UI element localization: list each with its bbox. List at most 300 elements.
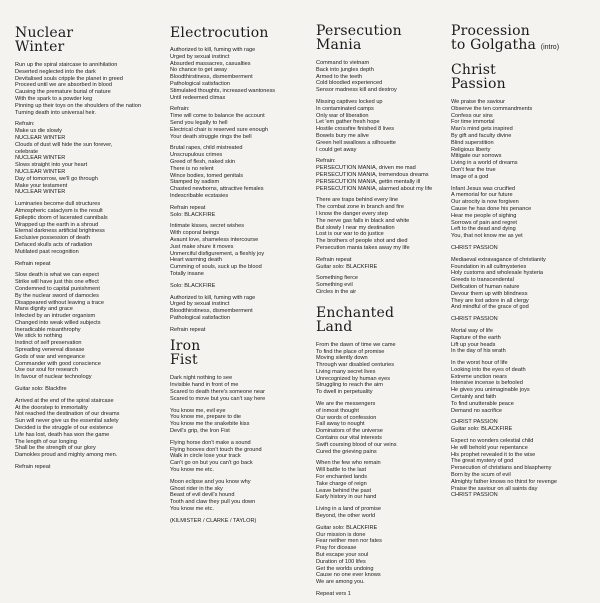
lyric-line: Leave behind the past bbox=[316, 487, 372, 494]
stanza bbox=[316, 275, 456, 295]
stanza bbox=[170, 518, 310, 525]
lyric-line: Stamped by sadism bbox=[170, 179, 220, 186]
lyric-line: Wince bodies, tomed genitals bbox=[170, 172, 244, 179]
lyric-line: Take charge of reign bbox=[316, 480, 367, 487]
column-persecution-mania bbox=[316, 24, 456, 603]
lyric-line: Ghost rider in the sky bbox=[170, 485, 223, 492]
lyric-line: CHRIST PASSION bbox=[451, 244, 498, 251]
lyric-line: Pathological satisfaction bbox=[170, 314, 231, 321]
lyric-line: You know me etc. bbox=[170, 467, 214, 474]
lyric-line: In contaminated camps bbox=[316, 105, 374, 112]
lyric-line: The great mystery of god bbox=[451, 458, 514, 465]
lyric-line: For enchanted lands bbox=[316, 474, 367, 481]
intro-note: (intro) bbox=[540, 44, 560, 51]
lyric-line: Green hell swallows a silhouette bbox=[316, 139, 396, 146]
lyric-line: Defaced skulls acts of radiation bbox=[15, 241, 93, 248]
lyric-line: Bowels bury me alive bbox=[316, 132, 369, 139]
stanza bbox=[170, 408, 310, 435]
lyric-line: Back into jungles depth bbox=[316, 66, 374, 73]
lyric-line: Armed to the teeth bbox=[316, 73, 363, 80]
lyric-line: Dominators of the universe bbox=[316, 428, 383, 435]
lyric-line: Decided is the struggle of our existence bbox=[15, 425, 113, 432]
song-title-iron-fist bbox=[170, 339, 310, 367]
lyric-line: Authorized to kill, fuming with rage bbox=[170, 294, 256, 301]
stanza bbox=[316, 342, 456, 396]
lyric-line: Unrecognized by human eyes bbox=[316, 375, 391, 382]
lyric-line: Clouds of dust will hide the sun forever, bbox=[15, 141, 113, 148]
lyric-line: Make your testament bbox=[15, 182, 68, 189]
lyric-line: The length of our longing bbox=[15, 438, 77, 445]
title-line: Mania bbox=[316, 37, 362, 53]
lyric-line: Deification of human nature bbox=[451, 283, 520, 290]
lyric-line: Use our soul for research bbox=[15, 367, 78, 374]
stanza bbox=[316, 158, 456, 192]
lyric-line: Wrapped up the earth in a shroud bbox=[15, 221, 99, 228]
lyric-line: Observe the ten commandments bbox=[451, 105, 533, 112]
lyric-line: Unmerciful disfigurement, a fleshly joy bbox=[170, 250, 265, 257]
lyric-line: For time immortal bbox=[451, 119, 495, 126]
lyric-line: Greeds to transcendental bbox=[451, 277, 514, 284]
lyric-line: Epileptic doom of lacerated cannibals bbox=[15, 214, 108, 221]
lyric-line: Mortal way of life bbox=[451, 327, 493, 334]
lyric-line: Let 'em gather fresh hope bbox=[316, 119, 380, 126]
lyric-line: Lift up your heads bbox=[451, 341, 496, 348]
lyric-line: Living in a world of dreams bbox=[451, 160, 518, 167]
lyric-line: PERSECUTION MANIA, tremendous dreams bbox=[316, 171, 429, 178]
lyric-line: Devitalised souls cripple the planet in greed bbox=[15, 75, 123, 82]
lyric-line: CHRIST PASSION bbox=[451, 419, 498, 426]
lyric-line: Pathological satisfaction bbox=[170, 80, 231, 87]
lyric-line: They are lost adore in all clergy bbox=[451, 297, 529, 304]
lyric-line: Struggling to reach the aim bbox=[316, 382, 383, 389]
lyric-line: Will battle to the last bbox=[316, 467, 367, 474]
title-line: Passion bbox=[451, 76, 506, 92]
lyric-line: Guitar solo: BLACKFIRE bbox=[316, 263, 378, 270]
stanza bbox=[15, 62, 165, 116]
song-title-nuclear-winter bbox=[15, 26, 165, 54]
lyric-line: Cumming of souls, suck up the blood bbox=[170, 264, 262, 271]
lyric-line: Urged by sexual instinct bbox=[170, 301, 230, 308]
title-line: to Golgatha bbox=[451, 37, 537, 53]
lyrics-body bbox=[451, 99, 597, 499]
lyric-line: To dwell in perpetuality bbox=[316, 389, 373, 396]
lyric-line: Looking into the eyes of death bbox=[451, 366, 526, 373]
lyric-line: To find unutterable peace bbox=[451, 400, 514, 407]
lyric-line: In the day of his wrath bbox=[451, 348, 506, 355]
song-title-christ-passion bbox=[451, 63, 597, 91]
lyric-line: Invisible hand in front of me bbox=[170, 382, 239, 389]
stanza bbox=[15, 386, 165, 393]
lyric-line: Gods of war and vengeance bbox=[15, 353, 85, 360]
lyric-line: We stick to nothing bbox=[15, 333, 63, 340]
lyrics-body bbox=[170, 375, 310, 524]
lyric-line: Man's mind gets inspired bbox=[451, 126, 513, 133]
lyric-line: Intensive incense is befooled bbox=[451, 380, 523, 387]
lyric-line: No chance to get away bbox=[170, 67, 227, 74]
lyric-line: Changed into weak willed subjects bbox=[15, 319, 101, 326]
lyric-line: Devour them up with blindness bbox=[451, 290, 528, 297]
title-line: Electrocution bbox=[170, 25, 269, 41]
lyric-line: (KILMISTER / CLARKE / TAYLOR) bbox=[170, 517, 257, 524]
lyric-line: Condemned to capital punishment bbox=[15, 285, 100, 292]
title-line: Winter bbox=[15, 39, 65, 55]
lyric-line: Stimulated thoughts, increased wantoness bbox=[170, 87, 276, 94]
lyric-line: Fear neither men nor fates bbox=[316, 538, 382, 545]
lyric-line: Avaunt love, shameless intercourse bbox=[170, 236, 259, 243]
lyric-line: Demand no sacrifice bbox=[451, 407, 502, 414]
lyric-line: Infected by an intruder organism bbox=[15, 313, 96, 320]
stanza bbox=[170, 327, 310, 334]
lyric-line: Can't go on but you can't go back bbox=[170, 460, 253, 467]
lyric-line: Instinct of self preservation bbox=[15, 340, 82, 347]
title-line: Fist bbox=[170, 352, 198, 369]
lyric-line: NUCLEAR WINTER bbox=[15, 189, 66, 196]
lyric-line: Turning death into universal heir. bbox=[15, 109, 96, 116]
lyric-line: Hear me people of sighing bbox=[451, 212, 517, 219]
lyric-line: CHRIST PASSION bbox=[451, 492, 498, 499]
lyric-line: Brutal rapes, child mistreated bbox=[170, 145, 243, 152]
lyric-line: Sun will never give us the essential safety bbox=[15, 418, 119, 425]
lyric-line: Exclusive possession of death bbox=[15, 235, 90, 242]
stanza bbox=[451, 438, 597, 499]
lyric-line: Disappeared without leaving a trace bbox=[15, 299, 104, 306]
lyric-line: The nerve gas falls in black and white bbox=[316, 217, 410, 224]
stanza bbox=[316, 99, 456, 153]
lyric-line: Born by the scum of evil bbox=[451, 472, 511, 479]
lyric-line: Cold bloodied experienced bbox=[316, 80, 383, 87]
lyric-line: Don't fear the true bbox=[451, 166, 496, 173]
stanza bbox=[170, 375, 310, 402]
stanza bbox=[451, 360, 597, 414]
lyric-line: Run up the spiral staircase to annihilation bbox=[15, 62, 118, 68]
lyric-line: Scared to move but you can't say here bbox=[170, 395, 266, 402]
lyric-line: Missing captives locked up bbox=[316, 98, 383, 105]
lyric-line: Make us die slowly bbox=[15, 128, 62, 135]
lyric-line: Refrain: bbox=[15, 121, 35, 128]
lyric-line: Authorized to kill, fuming with rage bbox=[170, 47, 256, 53]
stanza bbox=[316, 197, 456, 251]
lyric-line: Damokles proud and mighty among men. bbox=[15, 452, 118, 459]
lyric-line: The brothers of people shot and died bbox=[316, 238, 408, 245]
lyric-line: We are the messengers bbox=[316, 401, 376, 408]
song-title-enchanted-land bbox=[316, 306, 456, 334]
lyric-line: Contains our vital interests bbox=[316, 435, 382, 442]
lyric-line: Mutilated past recognition bbox=[15, 248, 79, 255]
lyric-line: Mitigate our sorrows bbox=[451, 153, 502, 160]
lyric-line: Devil's grip, the Iron Fist bbox=[170, 428, 230, 435]
lyric-line: Confess our sins bbox=[451, 112, 493, 119]
lyric-line: And mindful of the grace of god bbox=[451, 304, 529, 311]
stanza bbox=[451, 186, 597, 240]
stanza bbox=[170, 47, 310, 101]
lyric-line: Your death struggle rings the bell bbox=[170, 133, 252, 140]
lyric-line: Slows straight into your heart bbox=[15, 162, 88, 169]
lyric-line: Urged by sexual instinct bbox=[170, 53, 230, 60]
lyric-line: Beyond, the other world bbox=[316, 513, 376, 520]
lyric-line: His prophet revealed it to the wise bbox=[451, 451, 536, 458]
lyric-line: NUCLEAR WINTER bbox=[15, 134, 66, 141]
lyric-line: Greed of flesh, naked skin bbox=[170, 158, 235, 165]
lyric-line: Left to the dead and dying bbox=[451, 226, 516, 233]
lyric-line: But slowly I near my destination bbox=[316, 224, 395, 231]
lyric-line: Almighty father knows no thirst for revenge bbox=[451, 478, 558, 485]
lyric-line: I know the danger every step bbox=[316, 210, 388, 217]
lyric-line: Mediaeval extravagance of christianity bbox=[451, 256, 546, 263]
lyric-line: Bloodthirstiness, dismemberment bbox=[170, 308, 253, 315]
lyric-line: Unscrupulous crimes bbox=[170, 152, 223, 159]
lyric-line: He will behold your repentance bbox=[451, 444, 528, 451]
lyric-line: Bloodthirstiness, dismemberment bbox=[170, 74, 253, 81]
lyric-line: Until redeemed climax bbox=[170, 94, 226, 101]
lyric-line: Through war disabled centuries bbox=[316, 362, 395, 369]
lyric-line: We praise the saviour bbox=[451, 99, 505, 105]
lyric-line: Cured the grieving pains bbox=[316, 448, 377, 455]
lyric-line: Scared to death there's someone near bbox=[170, 389, 265, 396]
lyric-line: Guitar solo: BLACKFIRE bbox=[316, 524, 378, 531]
lyric-line: Something fierce bbox=[316, 275, 358, 282]
lyric-line: celebrate bbox=[15, 148, 39, 155]
lyric-line: In the worst hour of life bbox=[451, 360, 508, 367]
lyric-line: Strike will have just this one effect bbox=[15, 279, 99, 286]
lyric-line: He gives you unimaginable joys bbox=[451, 387, 530, 394]
lyric-line: Send you legally to hell bbox=[170, 119, 228, 126]
title-line: Procession bbox=[451, 23, 530, 39]
lyric-line: Spreading venereal disease bbox=[15, 347, 85, 354]
lyric-line: Our mission is done bbox=[316, 531, 366, 538]
column-electrocution bbox=[170, 26, 310, 530]
stanza bbox=[170, 440, 310, 474]
stanza bbox=[451, 257, 597, 311]
lyric-line: Extreme unction nears bbox=[451, 373, 507, 380]
lyric-line: Refrain repeat bbox=[170, 326, 206, 333]
lyric-line: Image of a god bbox=[451, 173, 489, 180]
lyric-line: Infant Jesus was crucified bbox=[451, 185, 516, 192]
lyric-line: Tooth and claw they pull you down bbox=[170, 499, 256, 506]
lyric-line: Persecution of christians and blasphemy bbox=[451, 465, 552, 472]
stanza bbox=[451, 419, 597, 433]
lyric-line: Walk in circle lose your track bbox=[170, 453, 241, 460]
lyric-line: Persecution mania takes away my life bbox=[316, 244, 410, 251]
lyric-line: Our words of confession bbox=[316, 414, 377, 421]
lyric-line: PERSECUTION MANIA, gettin mentally ill bbox=[316, 178, 421, 185]
stanza bbox=[316, 506, 456, 520]
lyric-line: Living in a land of promise bbox=[316, 506, 381, 513]
song-title-electrocution bbox=[170, 26, 310, 40]
title-line: Persecution bbox=[316, 23, 402, 39]
lyrics-body bbox=[316, 342, 456, 598]
lyric-line: Refrain repeat bbox=[170, 204, 206, 211]
stanza bbox=[451, 316, 597, 323]
lyric-line: A memorial for our future bbox=[451, 192, 513, 199]
lyric-line: Moon eclipse and you know why bbox=[170, 478, 251, 485]
stanza bbox=[170, 283, 310, 290]
lyric-line: At the doorstep to immortality bbox=[15, 404, 88, 411]
lyric-line: We are among you. bbox=[316, 579, 365, 586]
lyric-line: Living many secret lives bbox=[316, 368, 376, 375]
song-title-procession-to-golgatha bbox=[451, 24, 597, 55]
lyric-line: Ineradicable misanthrophy bbox=[15, 326, 81, 333]
lyric-line: Holy customs and wholesale hysteria bbox=[451, 270, 544, 277]
lyric-line: Cause no one ever knows bbox=[316, 572, 381, 579]
stanza bbox=[170, 145, 310, 199]
lyric-line: Solo: BLACKFIRE bbox=[170, 211, 216, 218]
title-line: Enchanted bbox=[316, 304, 395, 321]
stanza bbox=[316, 401, 456, 455]
lyric-line: Proceed until we are absorbed in blood bbox=[15, 82, 113, 89]
lyric-line: Day of tomorrow, we'll go through bbox=[15, 175, 98, 182]
lyric-line: Flying hooves don't touch the ground bbox=[170, 446, 262, 453]
stanza bbox=[170, 479, 310, 513]
lyric-line: PERSECUTION MANIA, alarmed about my life bbox=[316, 185, 433, 192]
lyric-line: Luminaries become dull structures bbox=[15, 201, 101, 208]
column-christ-passion bbox=[451, 24, 597, 504]
stanza bbox=[15, 261, 165, 268]
lyric-line: Early history in our hand bbox=[316, 494, 377, 501]
lyric-line: Atmospheric cataclysm is the result bbox=[15, 207, 103, 214]
lyric-line: Life has lost, death has won the game bbox=[15, 431, 110, 438]
lyric-line: Mans dignity and grace bbox=[15, 306, 73, 313]
lyric-line: Lost is our war to do justice bbox=[316, 231, 384, 238]
lyric-line: Arrived at the end of the spiral staircase bbox=[15, 397, 114, 404]
lyric-line: Time will come to balance the account bbox=[170, 113, 265, 120]
lyric-line: Guitar solo: BLACKFIRE bbox=[451, 426, 513, 433]
column-nuclear-winter bbox=[15, 26, 165, 476]
lyric-line: Only war of liberation bbox=[316, 112, 369, 119]
lyric-line: Fall away to nought bbox=[316, 421, 365, 428]
lyric-line: You know me the snakebite kiss bbox=[170, 421, 250, 428]
stanza bbox=[170, 106, 310, 140]
lyric-line: Blind superstition bbox=[451, 139, 494, 146]
lyric-line: Moving silently down bbox=[316, 355, 368, 362]
lyric-line: Dark night nothing to see bbox=[170, 375, 233, 382]
lyric-line: Guitar solo: Blackfire bbox=[15, 386, 67, 393]
stanza bbox=[316, 257, 456, 271]
lyric-line: Electrical chair is reserved sure enough bbox=[170, 126, 268, 133]
song-title-persecution-mania bbox=[316, 24, 456, 52]
lyrics-body bbox=[316, 60, 456, 296]
stanza bbox=[170, 295, 310, 322]
lyric-line: Cause he has done his penance bbox=[451, 205, 532, 212]
lyric-line: Refrain: bbox=[316, 158, 336, 165]
lyric-line: Heart warming death bbox=[170, 257, 222, 264]
lyric-line: Rapture of the earth bbox=[451, 334, 501, 341]
lyric-line: Absurded massacres, casualties bbox=[170, 60, 251, 67]
lyrics-body bbox=[15, 62, 165, 471]
lyric-line: Totally insane bbox=[170, 270, 204, 277]
stanza bbox=[15, 464, 165, 471]
lyric-line: Refrain repeat bbox=[15, 260, 51, 267]
lyric-line: Not reached the destination of our dreams bbox=[15, 411, 120, 418]
lyric-line: Just make shure it moves bbox=[170, 243, 234, 250]
lyric-line: NUCLEAR WINTER bbox=[15, 168, 66, 175]
stanza bbox=[451, 328, 597, 355]
title-line: Land bbox=[316, 318, 353, 335]
stanza bbox=[451, 245, 597, 252]
lyric-line: You, that not know me as yet bbox=[451, 233, 523, 240]
lyric-line: The combat zone in branch and fire bbox=[316, 204, 404, 211]
lyric-line: Get the worlds undoing bbox=[316, 565, 374, 572]
lyric-line: Shall be the strength of our glory bbox=[15, 445, 96, 452]
lyric-line: To find the place of promise bbox=[316, 348, 385, 355]
lyric-line: Deserted neglected into the dark bbox=[15, 68, 96, 75]
lyric-line: In favour of nuclear technology bbox=[15, 374, 92, 381]
stanza bbox=[15, 121, 165, 196]
stanza bbox=[15, 201, 165, 255]
lyric-line: Religious liberty bbox=[451, 146, 491, 153]
lyric-line: Refrain repeat bbox=[316, 256, 352, 263]
title-line: Nuclear bbox=[15, 25, 74, 41]
lyric-line: Something evil bbox=[316, 282, 353, 289]
stanza bbox=[170, 205, 310, 219]
title-line: Christ bbox=[451, 62, 496, 78]
lyric-line: When the few who remain bbox=[316, 460, 381, 467]
lyric-line: You know me, prepare to die bbox=[170, 414, 242, 421]
lyric-line: Pinning up their toys on the shoulders of the nation bbox=[15, 102, 141, 109]
stanza bbox=[316, 60, 456, 94]
lyric-line: Refrain repeat bbox=[15, 464, 51, 471]
lyric-line: From the dawn of time we came bbox=[316, 341, 396, 348]
lyric-line: You know me, evil eye bbox=[170, 407, 226, 414]
lyric-line: Sensor madness kill and destroy bbox=[316, 87, 397, 94]
stanza bbox=[451, 99, 597, 181]
lyric-line: Refrain: bbox=[170, 106, 190, 113]
lyric-line: Expect no wonders celestial child bbox=[451, 438, 534, 445]
lyric-line: Eternal darkness artificial brightness bbox=[15, 228, 105, 235]
stanza bbox=[15, 398, 165, 459]
lyric-line: I could get away bbox=[316, 146, 357, 153]
lyric-line: of inmost thought bbox=[316, 407, 359, 414]
lyric-line: Praise the saviour on all saints day bbox=[451, 485, 538, 492]
lyric-line: There is no relent bbox=[170, 165, 214, 172]
lyric-line: Solo: BLACKFIRE bbox=[170, 282, 216, 289]
lyric-line: But escape your soul bbox=[316, 552, 369, 559]
lyric-line: Pray for dicease bbox=[316, 545, 357, 552]
lyric-line: Foundation in all cultmysteries bbox=[451, 263, 527, 270]
lyric-line: Chasted newborns, attractive females bbox=[170, 186, 264, 193]
lyric-line: With coporal beings bbox=[170, 230, 220, 237]
lyric-line: Indescribable ecstasies bbox=[170, 192, 229, 199]
lyric-line: Circles in the air bbox=[316, 288, 357, 295]
lyric-line: By gift and faculty divine bbox=[451, 132, 512, 139]
lyric-line: PERSECUTION MANIA, driven me mad bbox=[316, 165, 416, 172]
lyric-line: Hostile crossfire finished 8 lives bbox=[316, 126, 395, 133]
stanza bbox=[15, 272, 165, 381]
lyric-line: Repeat vers 1 bbox=[316, 591, 351, 597]
lyric-line: You know me etc. bbox=[170, 506, 214, 513]
stanza bbox=[316, 591, 456, 598]
stanza bbox=[316, 525, 456, 586]
lyric-line: Flying horse don't make a sound bbox=[170, 439, 251, 446]
lyric-line: Intimate kisses, secret wishes bbox=[170, 223, 244, 230]
stanza bbox=[170, 223, 310, 277]
lyric-line: Duration of 100 lifes bbox=[316, 558, 366, 565]
lyric-line: Command to vietnam bbox=[316, 60, 370, 66]
lyric-line: Sorrows of pain and regret bbox=[451, 219, 517, 226]
lyric-line: With the spark to a powder keg bbox=[15, 95, 93, 102]
lyric-line: Slow death is what we can expect bbox=[15, 272, 99, 279]
lyrics-body bbox=[170, 47, 310, 333]
lyric-line: There are traps behind every line bbox=[316, 197, 399, 204]
lyric-line: CHRIST PASSION bbox=[451, 316, 498, 323]
lyric-line: By the nuclear sword of damocles bbox=[15, 292, 99, 299]
stanza bbox=[316, 460, 456, 501]
lyric-line: Swift coursing blood of our veins bbox=[316, 441, 397, 448]
lyric-line: Our atrocity is now forgiven bbox=[451, 199, 519, 206]
lyric-line: Certainly and faith bbox=[451, 394, 497, 401]
lyric-line: Causing the premature burial of nature bbox=[15, 89, 111, 96]
lyric-line: NUCLEAR WINTER bbox=[15, 155, 66, 162]
lyric-line: Commander with good conscience bbox=[15, 360, 101, 367]
